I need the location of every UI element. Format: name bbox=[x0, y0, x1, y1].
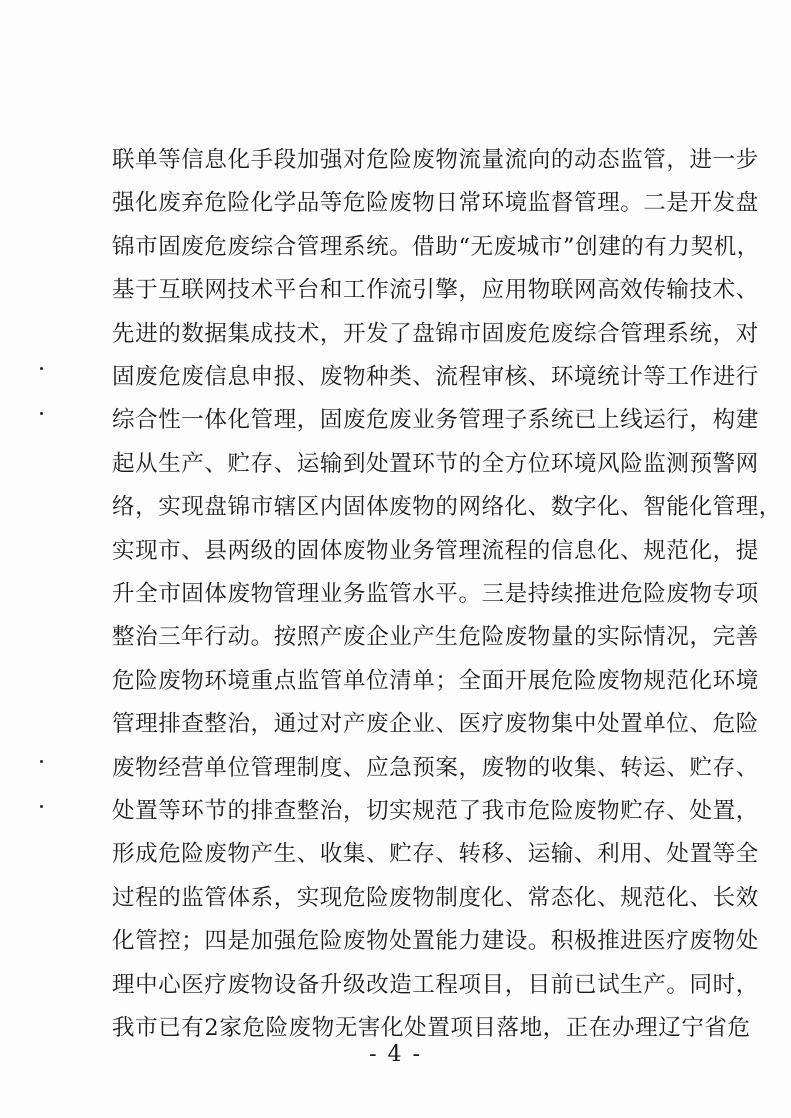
text-line: 强化废弃危险化学品等危险废物日常环境监督管理。二是开发盘 bbox=[112, 190, 759, 217]
text-line: 先进的数据集成技术，开发了盘锦市固废危废综合管理系统，对 bbox=[112, 320, 759, 347]
page-number: - 4 - bbox=[369, 1042, 422, 1067]
text-line: 综合性一体化管理，固废危废业务管理子系统已上线运行，构建 bbox=[112, 407, 759, 434]
text-line: 实现市、县两级的固体废物业务管理流程的信息化、规范化，提 bbox=[112, 537, 759, 564]
scan-speck bbox=[40, 412, 43, 415]
text-line: 形成危险废物产生、收集、贮存、转移、运输、利用、处置等全 bbox=[112, 841, 759, 868]
scan-speck bbox=[40, 367, 43, 370]
text-line: 联单等信息化手段加强对危险废物流量流向的动态监管，进一步 bbox=[112, 147, 759, 173]
text-line: 起从生产、贮存、运输到处置环节的全方位环境风险监测预警网 bbox=[112, 450, 759, 477]
text-line: 基于互联网技术平台和工作流引擎，应用物联网高效传输技术、 bbox=[112, 277, 759, 304]
text-line: 理中心医疗废物设备升级改造工程项目，目前已试生产。同时， bbox=[112, 971, 759, 998]
text-line: 废物经营单位管理制度、应急预案，废物的收集、转运、贮存、 bbox=[112, 754, 759, 781]
text-line: 管理排查整治，通过对产废企业、医疗废物集中处置单位、危险 bbox=[112, 711, 759, 738]
text-line: 处置等环节的排查整治，切实规范了我市危险废物贮存、处置， bbox=[112, 798, 759, 824]
text-line: 整治三年行动。按照产废企业产生危险废物量的实际情况，完善 bbox=[112, 624, 759, 651]
text-line: 络，实现盘锦市辖区内固体废物的网络化、数字化、智能化管理， bbox=[112, 494, 782, 521]
text-line: 危险废物环境重点监管单位清单；全面开展危险废物规范化环境 bbox=[112, 667, 759, 694]
text-line: 我市已有2家危险废物无害化处置项目落地，正在办理辽宁省危 bbox=[112, 1015, 751, 1041]
scan-speck bbox=[40, 760, 43, 763]
text-line: 过程的监管体系，实现危险废物制度化、常态化、规范化、长效 bbox=[112, 884, 759, 911]
text-line: 化管控；四是加强危险废物处置能力建设。积极推进医疗废物处 bbox=[112, 928, 759, 955]
text-line: 锦市固废危废综合管理系统。借助“无废城市”创建的有力契机， bbox=[112, 233, 760, 260]
text-line: 升全市固体废物管理业务监管水平。三是持续推进危险废物专项 bbox=[112, 581, 759, 607]
text-line: 固废危废信息申报、废物种类、流程审核、环境统计等工作进行 bbox=[112, 364, 759, 390]
scan-speck bbox=[40, 805, 43, 808]
